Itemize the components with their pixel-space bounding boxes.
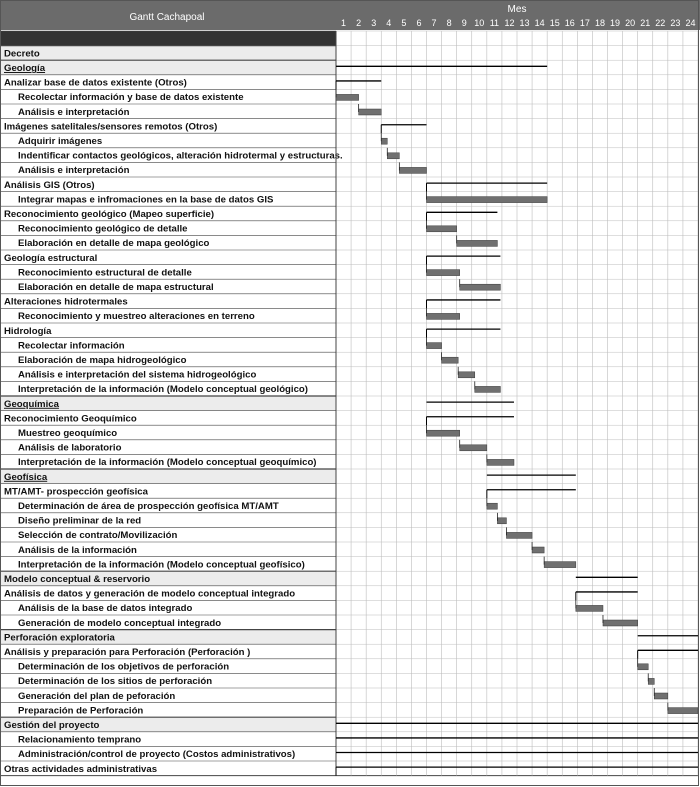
month-label-5: 5 [401, 18, 407, 28]
task-label: Adquirir imágenes [18, 136, 103, 147]
task-label: Decreto [4, 48, 40, 60]
month-label-21: 21 [640, 18, 651, 28]
task-label: Análisis GIS (Otros) [4, 179, 95, 191]
task-bar [532, 547, 544, 553]
task-bar [427, 343, 442, 349]
task-bar [460, 284, 501, 290]
task-label: Recolectar información y base de datos existente [18, 92, 244, 104]
month-label-17: 17 [579, 18, 590, 28]
task-label: Muestreo geoquímico [18, 428, 118, 439]
task-bar [576, 605, 603, 611]
dark-row [0, 31, 336, 46]
task-label: Indentificar contactos geológicos, alteración hidrotermal y estructuras. [18, 150, 343, 162]
month-label-13: 13 [519, 18, 530, 28]
task-label: Preparación de Perforación [18, 705, 144, 717]
task-bar [427, 430, 460, 436]
month-label-7: 7 [431, 18, 437, 28]
month-label-14: 14 [534, 18, 545, 28]
task-label: Recolectar información [18, 340, 125, 352]
task-bar [387, 153, 399, 159]
month-label-2: 2 [356, 18, 362, 28]
month-label-19: 19 [610, 18, 621, 28]
task-label: Elaboración en detalle de mapa geológico [18, 238, 210, 250]
task-label: Determinación de área de prospección geofísica MT/AMT [18, 501, 279, 512]
task-label: Modelo conceptual & reservorio [4, 574, 151, 585]
task-bar [381, 138, 387, 144]
task-label: Reconocimiento estructural de detalle [18, 267, 192, 279]
section-row-bg [0, 469, 336, 484]
task-label: Análisis de la información [18, 544, 137, 556]
task-label: Reconocimiento Geoquímico [4, 413, 137, 425]
task-label: Generación de modelo conceptual integrado [18, 617, 222, 629]
task-label: Administración/control de proyecto (Costos administrativos) [18, 749, 296, 761]
month-label-6: 6 [416, 18, 422, 28]
month-label-8: 8 [446, 18, 452, 28]
task-label: Alteraciones hidrotermales [4, 296, 128, 308]
task-bar [648, 678, 654, 684]
month-label-12: 12 [504, 18, 515, 28]
task-bar [638, 664, 649, 670]
task-bar [359, 109, 382, 115]
section-row-bg [0, 46, 336, 61]
month-label-15: 15 [549, 18, 560, 28]
task-label: Determinación de los objetivos de perforación [18, 661, 230, 673]
task-label: Relacionamiento temprano [18, 734, 142, 746]
task-bar [458, 372, 475, 378]
task-label: Análisis de la base de datos integrado [18, 603, 193, 615]
task-bar [427, 313, 460, 319]
task-bar [460, 445, 487, 451]
task-bar [487, 503, 498, 509]
x-axis-label: Mes [507, 4, 527, 15]
section-row-bg [0, 60, 336, 75]
month-label-24: 24 [685, 18, 696, 28]
task-label: Hidrología [4, 325, 52, 337]
task-label: Integrar mapas e infromaciones en la base de datos GIS [18, 194, 274, 206]
task-bar [427, 270, 460, 276]
task-bar [544, 562, 576, 568]
task-label: Perforación exploratoria [4, 632, 115, 644]
task-bar [603, 620, 638, 626]
month-label-9: 9 [461, 18, 467, 28]
task-label: Análisis de datos y generación de modelo conceptual integrado [4, 588, 296, 600]
month-label-23: 23 [670, 18, 681, 28]
task-label: Otras actividades administrativas [4, 763, 158, 775]
month-label-16: 16 [564, 18, 575, 28]
task-label: Geoquímica [4, 398, 59, 410]
task-bar [497, 518, 506, 524]
chart-title: Gantt Cachapoal [129, 12, 205, 23]
task-label: MT/AMT- prospección geofísica [4, 486, 148, 498]
month-label-20: 20 [625, 18, 636, 28]
task-label: Interpretación de la información (Modelo conceptual geoquímico) [18, 457, 317, 469]
task-bar [668, 708, 698, 714]
task-label: Reconocimiento geológico de detalle [18, 223, 188, 235]
task-label: Análisis y preparación para Perforación (Perforación ) [4, 647, 251, 658]
task-bar [506, 532, 532, 538]
task-label: Generación del plan de peforación [18, 690, 176, 702]
month-label-22: 22 [655, 18, 666, 28]
task-label: Interpretación de la información (Modelo conceptual geológico) [18, 384, 308, 396]
task-rows [0, 31, 698, 776]
task-bar [487, 459, 514, 465]
task-bar [654, 693, 668, 699]
task-label: Análisis e interpretación [18, 165, 130, 177]
task-label: Determinación de los sitios de perforación [18, 676, 213, 688]
month-label-3: 3 [371, 18, 377, 28]
task-label: Diseño preliminar de la red [18, 515, 142, 527]
task-bar [336, 94, 359, 100]
task-label: Reconocimiento geológico (Mapeo superficie) [4, 209, 215, 220]
task-bar [427, 226, 457, 232]
task-label: Elaboración en detalle de mapa estructural [18, 282, 214, 293]
task-label: Reconocimiento y muestreo alteraciones en terreno [18, 311, 255, 323]
task-label: Análisis e interpretación del sistema hidrogeológico [18, 369, 257, 381]
task-label: Geología estructural [4, 252, 98, 264]
task-bar [427, 197, 548, 203]
task-bar [399, 167, 426, 173]
task-label: Análisis de laboratorio [18, 442, 122, 454]
task-label: Analizar base de datos existente (Otros) [4, 77, 187, 89]
task-label: Selección de contrato/Movilización [18, 530, 178, 542]
task-label: Geofísica [4, 471, 48, 483]
task-label: Interpretación de la información (Modelo conceptual geofísico) [18, 559, 305, 571]
task-label: Geología [4, 63, 46, 74]
task-label: Análisis e interpretación [18, 106, 130, 118]
task-bar [457, 240, 498, 246]
month-label-1: 1 [341, 18, 347, 28]
task-label: Elaboración de mapa hidrogeológico [18, 355, 187, 366]
task-label: Imágenes satelitales/sensores remotos (Otros) [4, 121, 218, 133]
task-bar [442, 357, 459, 363]
month-label-10: 10 [474, 18, 485, 28]
task-label: Gestión del proyecto [4, 720, 100, 731]
task-bar [475, 386, 501, 392]
month-label-4: 4 [386, 18, 392, 28]
month-label-11: 11 [489, 18, 500, 28]
month-label-18: 18 [594, 18, 605, 28]
